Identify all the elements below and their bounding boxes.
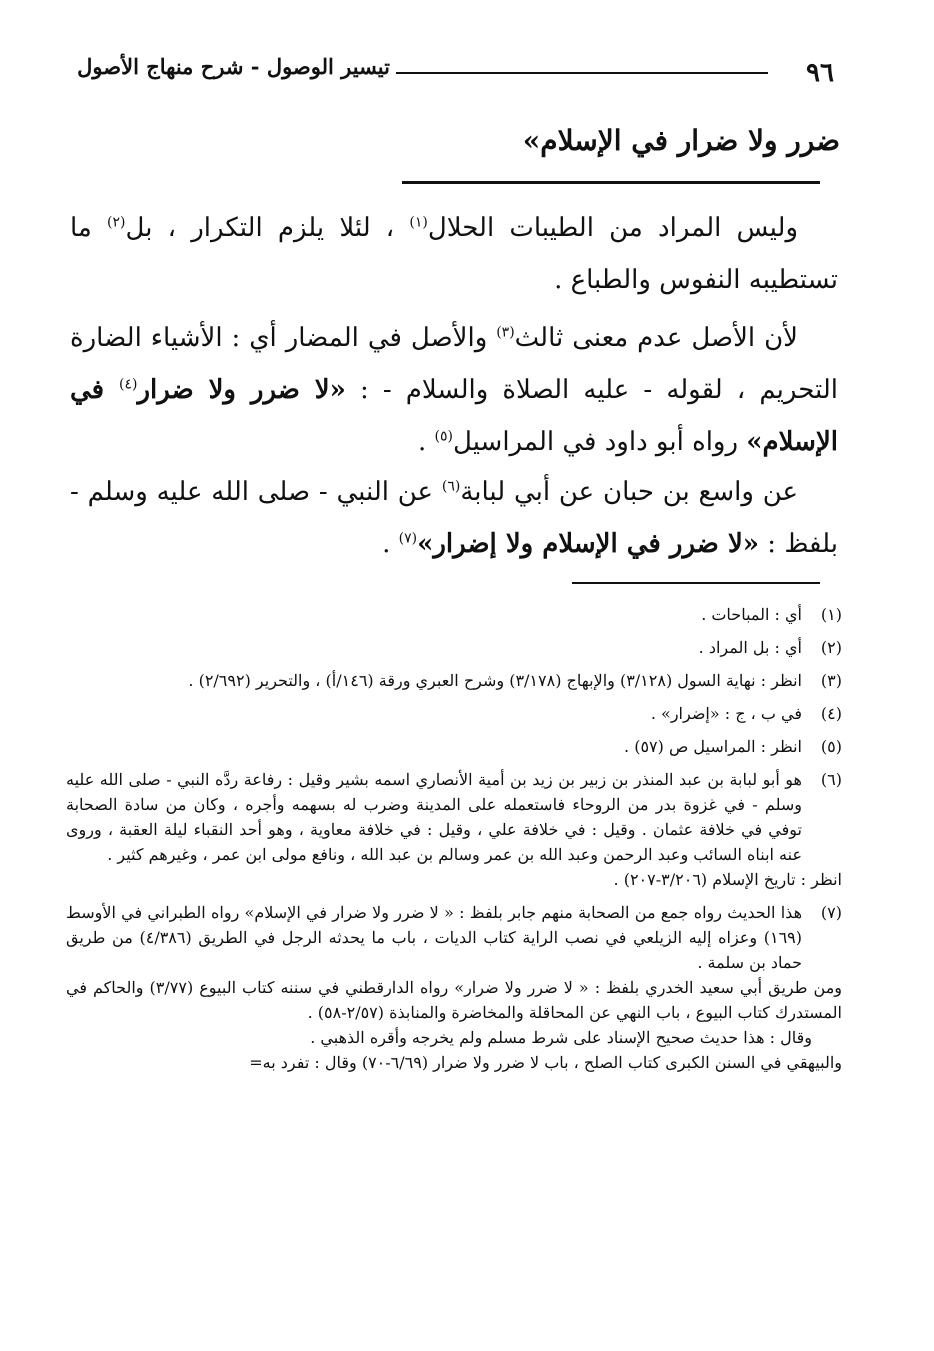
paragraph-2 bbox=[70, 312, 838, 468]
footnote-number: (٤) bbox=[820, 704, 842, 723]
footnotes bbox=[66, 602, 842, 1075]
footnote-ref: (٣) bbox=[496, 324, 515, 341]
paragraph-text: عن النبي - صلى الله عليه وسلم - بلفظ : bbox=[70, 477, 838, 559]
footnote-continuation: وقال : هذا حديث صحيح الإسناد على شرط مسلم ولم يخرجه وأقره الذهبي . bbox=[310, 1028, 812, 1047]
footnote-number: (٧) bbox=[820, 903, 842, 922]
footnote-text: أي : بل المراد . bbox=[698, 638, 802, 657]
heading-rule bbox=[402, 181, 820, 184]
footnote-separator bbox=[572, 582, 820, 584]
footnote-ref: (٦) bbox=[441, 478, 461, 495]
footnote-continuation: والبيهقي في السنن الكبرى كتاب الصلح ، باب لا ضرر ولا ضرار (٦/٦٩-٧٠) وقال : تفرد به= bbox=[249, 1053, 842, 1072]
footnote-ref: (٤) bbox=[119, 376, 138, 393]
footnote-text: هذا الحديث رواه جمع من الصحابة منهم جابر بلفظ : « لا ضرر ولا ضرار في الإسلام» رواه الطبراني في الأوسط (١٦٩) وعزاه إليه الزيلعي في نصب الراية كتاب الديات ، باب ما يحدثه الرجل في الطريق (٤/٣٨٦) من طريق حماد بن سلمة . bbox=[66, 903, 803, 972]
footnote-3 bbox=[66, 668, 842, 693]
paragraph-text: . bbox=[382, 529, 399, 559]
running-title: تيسير الوصول - شرح منهاج الأصول bbox=[77, 54, 390, 79]
footnote-continuation: ومن طريق أبي سعيد الخدري بلفظ : « لا ضرر ولا ضرار» رواه الدارقطني في سننه كتاب البيوع (٣/٧٧) والحاكم في المستدرك كتاب البيوع ، باب النهي عن المحاقلة والمخاضرة والمنابذة (٢/٥٧-٥٨) . bbox=[66, 978, 842, 1022]
paragraph-text: عن واسع بن حبان عن أبي لبابة bbox=[460, 477, 798, 507]
footnote-ref: (٧) bbox=[398, 530, 418, 547]
footnote-ref: (٢) bbox=[107, 214, 126, 231]
footnote-text: أي : المباحات . bbox=[701, 605, 802, 624]
page-number: ٩٦ bbox=[806, 58, 834, 88]
footnote-5 bbox=[66, 734, 842, 759]
paragraph-text: والأصل في المضار أي : الأشياء الضارة التحريم ، لقوله - عليه الصلاة والسلام - : bbox=[70, 323, 838, 405]
footnote-number: (٣) bbox=[820, 671, 842, 690]
hadith-quote: في الإسلام» bbox=[70, 375, 838, 457]
footnote-1 bbox=[66, 602, 842, 627]
footnote-text: انظر : المراسيل ص (٥٧) . bbox=[624, 737, 802, 756]
header-rule bbox=[396, 72, 768, 74]
section-heading: ضرر ولا ضرار في الإسلام» bbox=[522, 124, 840, 157]
paragraph-text: . bbox=[418, 427, 435, 457]
paragraph-text: وليس المراد من الطيبات الحلال bbox=[427, 213, 799, 243]
footnote-number: (٥) bbox=[820, 737, 842, 756]
paragraph-text: ما تستطيبه النفوس والطباع . bbox=[70, 213, 838, 295]
paragraph-1 bbox=[70, 202, 838, 306]
paragraph-text: رواه أبو داود في المراسيل bbox=[453, 427, 747, 457]
footnote-reference: انظر : تاريخ الإسلام (٣/٢٠٦-٢٠٧) . bbox=[613, 870, 842, 889]
footnote-number: (١) bbox=[820, 605, 842, 624]
footnote-number: (٦) bbox=[820, 770, 842, 789]
footnote-4 bbox=[66, 701, 842, 726]
paragraph-text: لأن الأصل عدم معنى ثالث bbox=[514, 323, 798, 353]
hadith-quote: «لا ضرر ولا ضرار bbox=[137, 375, 346, 405]
hadith-quote: «لا ضرر في الإسلام ولا إضرار» bbox=[417, 529, 760, 559]
footnote-number: (٢) bbox=[820, 638, 842, 657]
footnote-2 bbox=[66, 635, 842, 660]
paragraph-3 bbox=[70, 466, 838, 570]
footnote-text: هو أبو لبابة بن عبد المنذر بن زبير بن زيد بن أمية الأنصاري اسمه بشير وقيل : رفاعة ردَّه النبي - صلى الله عليه وسلم - في غزوة بدر من الروحاء فاستعمله على المدينة وضرب له بسهمه وأجره ، وكان من سادة الصحابة توفي في خلافة عثمان . وقيل : في خلافة علي ، وقيل : في خلافة معاوية ، وهو أحد النقباء ليلة العقبة ، وروى عنه ابناه السائب وعبد الرحمن وعبد الله بن عمر وسالم بن عبد الله ، ونافع مولى ابن عمر ، وغيرهم كثير . bbox=[66, 770, 802, 864]
footnote-7 bbox=[66, 900, 842, 975]
footnote-text: في ب ، ج : «إضرار» . bbox=[650, 704, 802, 723]
footnote-ref: (١) bbox=[409, 214, 428, 231]
footnote-ref: (٥) bbox=[434, 428, 454, 445]
paragraph-text: ، لئلا يلزم التكرار ، بل bbox=[125, 213, 410, 243]
footnote-text: انظر : نهاية السول (٣/١٢٨) والإبهاج (٣/١٧٨) وشرح العبري ورقة (١٤٦/أ) ، والتحرير (٢/٦٩٢) . bbox=[188, 671, 802, 690]
footnote-6 bbox=[66, 767, 842, 867]
